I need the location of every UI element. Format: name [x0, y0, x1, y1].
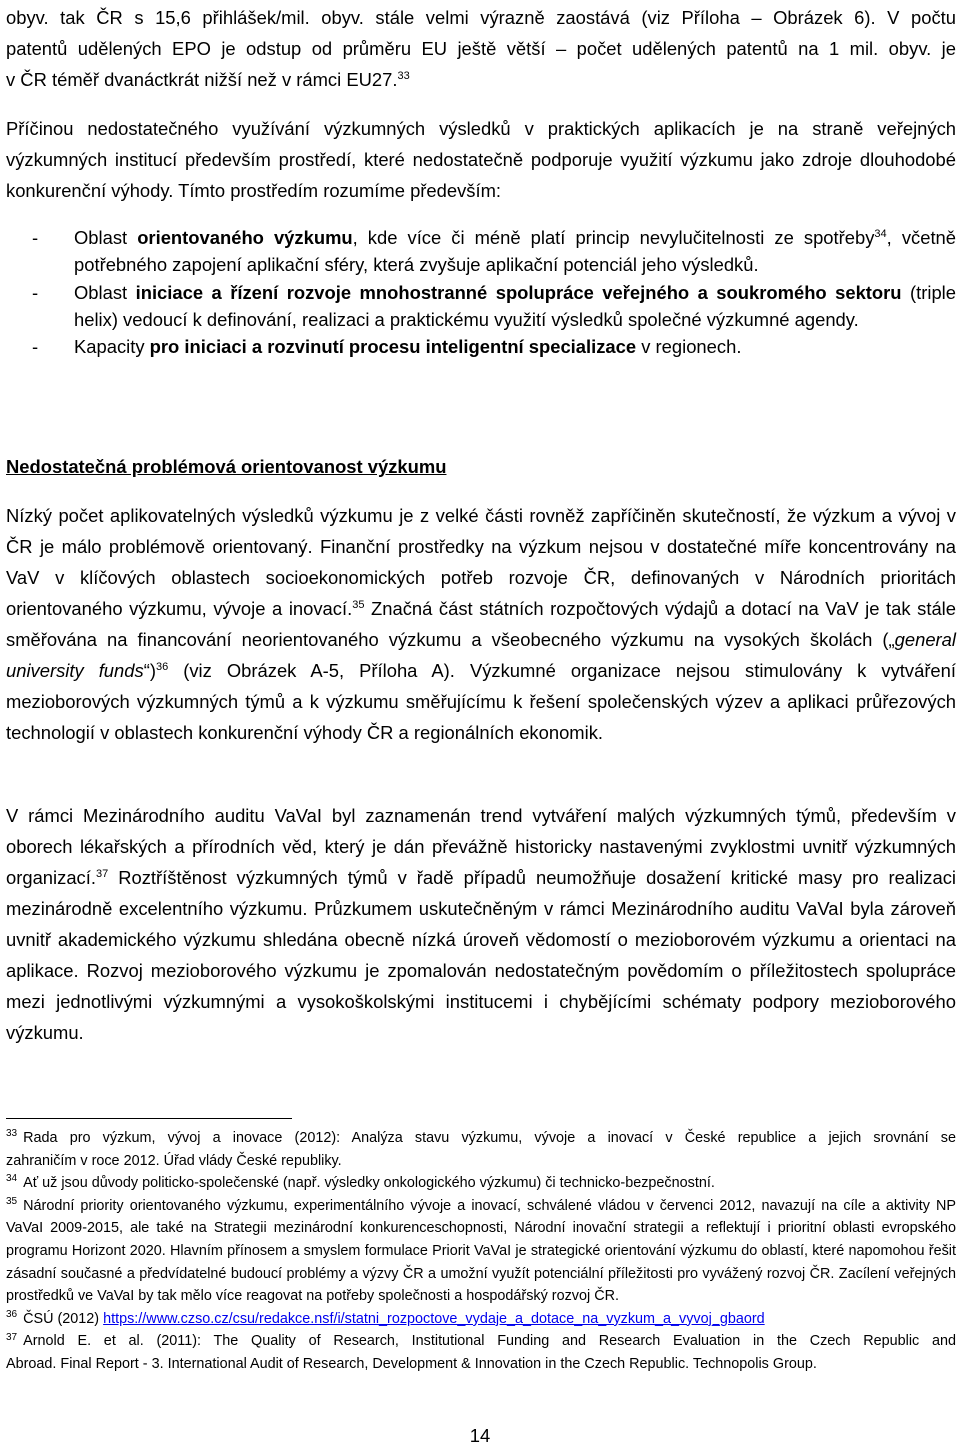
footnote-33-cont: zahraničím v roce 2012. Úřad vlády České republiky. [6, 1152, 342, 1169]
intro-line-3 [6, 64, 956, 95]
footnote-34 [6, 1172, 956, 1195]
footnote-text: Ať už jsou důvody politicko-společenské (např. výsledky onkologického výzkumu) či technicko-bezpečnostní. [23, 1175, 715, 1192]
footnote-text: ČSÚ (2012) [23, 1310, 104, 1327]
paragraph-problem-orientation [6, 500, 956, 748]
paragraph-audit [6, 800, 956, 1048]
bullet-bold: orientovaného výzkumu [137, 227, 353, 248]
bullet-dash: - [32, 281, 39, 303]
footnote-33 [6, 1127, 956, 1150]
page-number: 14 [469, 1425, 491, 1446]
bullet-mid: , kde více či méně platí princip nevylučitelnosti ze spotřeby [352, 227, 875, 248]
footnote-separator [6, 1118, 292, 1119]
footnotes [6, 1127, 956, 1376]
paragraph-causes-lead: Tímto prostředím rozumíme především: [173, 180, 502, 201]
bullet-pre: Oblast [74, 281, 136, 303]
bullet-dash: - [32, 227, 39, 248]
footnote-37 [6, 1330, 956, 1353]
para2-e: (viz Obrázek A-5, Příloha A). Výzkumné organizace nejsou stimulovány k vytváření mezioborových výzkumných týmů a k výzkumu směřujícímu k řešení společenských výzev a aplikaci průřezových technologií v oblastech konkurenční výhody ČR a regionálních ekonomik. [6, 660, 957, 743]
para3-b: Roztříštěnost výzkumných týmů v řadě případů neumožňuje dosažení kritické masy pro realizaci mezinárodně excelentního výzkumu. Průzkumem uskutečněným v rámci Mezinárodního auditu VaVaI byla zároveň uvnitř akademického výzkumu shledána obecně nízká úroveň vědomostí o mezioborovém výzkumu a orientaci na aplikace. Rozvoj mezioborového výzkumu je zpomalován nedostatečným povědomím o příležitostech spolupráce mezi jednotlivými výzkumnými a vysokoškolskými institucemi i chybějícími schématy podpory mezioborového výzkumu. [6, 867, 956, 1043]
para2-b: Finanční prostředky na výzkum nejsou v dostatečné míře koncentrovány na VaV v klíčových oblastech socioekonomických potřeb rozvoje ČR, definovaných v Národních prioritách orientovaného výzkumu, vývoje a inovací. [6, 536, 956, 619]
footnote-35 [6, 1195, 956, 1308]
footnote-ref-34[interactable]: 34 [874, 227, 887, 240]
footnote-ref-36[interactable]: 36 [155, 660, 169, 673]
bullet-text [74, 333, 956, 360]
bullet-dash: - [32, 336, 39, 358]
footnote-number: 34 [6, 1173, 18, 1185]
para2-c: Značná část státních rozpočtových výdajů a dotací na VaV je tak stále směřována na financování neorientovaného výzkumu a všeobecného výzkumu na vysokých školách („ [6, 598, 956, 650]
footnote-text: Národní priority orientovaného výzkumu, experimentálního vývoje a inovací, schválené vládou v červenci 2012, navazují na cíle a aktivity NP VaVaI 2009-2015, ale také na Strategii mezinárodní konkurenceschopnosti, Národní inovační strategii a reflektují i prioritní oblasti evropského programu Horizont 2020. Hlavním přínosem a smyslem formulace Priorit VaVaI je strategické orientování výzkumu do oblastí, které napomohou řešit zásadní současné a předvídatelné budoucí problémy a výzvy ČR a umožní využít potenciální příležitosti pro vyvážený rozvoj ČR. Zacílení veřejných prostředků ve VaVaI by tak mělo více reagovat na potřeby společnosti a hospodářský rozvoj ČR. [6, 1197, 956, 1305]
footnote-ref-35[interactable]: 35 [352, 598, 365, 611]
footnote-link[interactable]: https://www.czso.cz/csu/redakce.nsf/i/statni_rozpoctove_vydaje_a_dotace_na_vyzkum_a_vyvoj_gbaord [103, 1310, 765, 1327]
intro-line-3-text: v ČR téměř dvanáctkrát nižší než v rámci EU27. [6, 69, 398, 90]
para2-italic: general university funds [6, 629, 956, 681]
intro-line-1: obyv. tak ČR s 15,6 přihlášek/mil. obyv. stále velmi výrazně zaostává (viz Příloha – Obrázek 6). V počtu [6, 7, 956, 28]
bullet-post: (triple helix) vedoucí k definování, realizaci a praktickému využití výsledků společné výzkumné agendy. [74, 281, 956, 330]
footnote-text: Rada pro výzkum, vývoj a inovace (2012): Analýza stavu výzkumu, vývoje a inovací v České republice a jejich srovnání se [23, 1130, 956, 1146]
footnote-number: 33 [6, 1128, 18, 1140]
paragraph-causes [6, 113, 956, 206]
bullet-pre: Kapacity [74, 336, 150, 358]
bullet-pre: Oblast [74, 227, 138, 248]
footnote-ref-37[interactable]: 37 [95, 867, 109, 880]
bullet-item-oriented-research [6, 224, 956, 279]
footnote-number: 35 [6, 1195, 18, 1207]
footnote-36 [6, 1308, 956, 1331]
footnote-number: 37 [6, 1331, 18, 1343]
footnote-text: Arnold E. et al. (2011): The Quality of Research, Institutional Funding and Research Evaluation in the Czech Republic and [23, 1333, 956, 1350]
bullet-text [74, 224, 956, 279]
para3-a: V rámci Mezinárodního auditu VaVaI byl zaznamenán trend vytváření malých výzkumných týmů, především v oborech lékařských a přírodních věd, který je dán převážně historicky nastavenými zvyklostmi uvnitř výzkumných organizací. [6, 805, 956, 888]
footnote-number: 36 [6, 1308, 18, 1320]
bullet-post: v regionech. [636, 336, 742, 358]
bullet-bold: pro iniciaci a rozvinutí procesu inteligentní specializace [149, 336, 637, 358]
bullet-post: , včetně potřebného zapojení aplikační sféry, která zvyšuje aplikační potenciál jeho výsledků. [74, 227, 957, 276]
para2-a: Nízký počet aplikovatelných výsledků výzkumu je z velké části rovněž zapříčiněn skutečností, že výzkum a vývoj v ČR je málo problémově orientovaný. [6, 505, 956, 557]
bullet-text [74, 279, 956, 334]
footnote-ref-33[interactable]: 33 [397, 69, 410, 82]
intro-paragraph [6, 2, 956, 95]
section-heading: Nedostatečná problémová orientovanost výzkumu [6, 456, 447, 477]
footnote-37-cont: Abroad. Final Report - 3. International Audit of Research, Development & Innovation in the Czech Republic. Technopolis Group. [6, 1355, 817, 1372]
bullet-bold: iniciace a řízení rozvoje mnohostranné spolupráce veřejného a soukromého sektoru [135, 281, 902, 303]
para2-d: “) [143, 660, 156, 681]
intro-line-2: patentů udělených EPO je odstup od průměru EU ještě větší – počet udělených patentů na 1 mil. obyv. je [6, 38, 956, 59]
paragraph-causes-text: Příčinou nedostatečného využívání výzkumných výsledků v praktických aplikacích je na straně veřejných výzkumných institucí především prostředí, které nedostatečně podporuje využití výzkumu jako zdroje dlouhodobé konkurenční výhody. [6, 118, 956, 201]
bullet-item-triple-helix [6, 279, 956, 334]
bullet-item-smart-specialisation [6, 333, 956, 360]
bullet-list [6, 224, 956, 360]
